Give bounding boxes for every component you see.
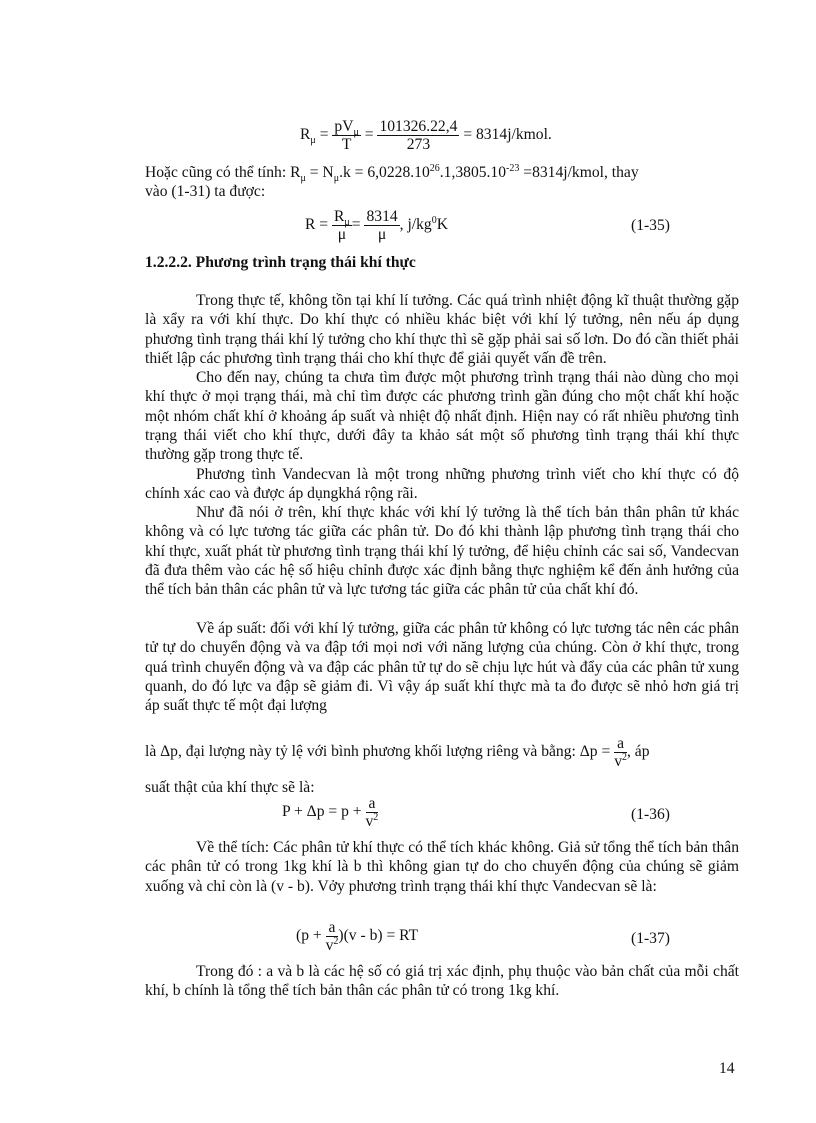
- paragraph-2: Cho đến nay, chúng ta chưa tìm được một phương trình trạng thái nào dùng cho mọi khí thực ở mọi trạng thái, mà chỉ tìm được các phương trình gần đúng cho một chất khí hoặc một nhóm chất khí ở khoảng áp suất và nhiệt độ nhất định. Hiện nay có rất nhiều phương tình trạng thái viết cho khí thực, dưới đây ta khảo sát một số phương tình trạng thái khí thực thường gặp trong thực tế.: [145, 369, 739, 464]
- section-heading: 1.2.2.2. Phương trình trạng thái khí thực: [145, 254, 416, 271]
- paragraph-3: Phương tình Vandecvan là một trong những phương trình viết cho khí thực có độ chính xác cao và được áp dụngkhá rộng rãi.: [145, 466, 739, 503]
- equation-r-mu: $R_\mu$ = $pV_\mu$ T = $\frac{101326.22,4}{273}$ = 8314j/kmol.: [300, 118, 552, 153]
- fraction-numeric: $\frac{101326.22,4}{273}$: [379, 118, 458, 153]
- equation-number-1-37: (1-37): [631, 930, 670, 947]
- paragraph-6: Về thể tích: Các phân tử khí thực có thể tích khác không. Giả sử tổng thể tích bản thân các phân tử có trong 1kg khí là b thì không gian tự do cho chuyển động của chúng sẽ giảm xuống và chỉ còn là (v - b). Vởy phương trình trạng thái khí thực Vandecvan sẽ là:: [145, 839, 739, 895]
- fraction-pv-over-t: $pV_\mu$ T: [334, 118, 359, 153]
- fraction-a-over-v2-eq136: $\frac{a}{v^2}$: [365, 795, 379, 830]
- paragraph-7: Trong đó : a và b là các hệ số có giá trị xác định, phụ thuộc vào bản chất của mỗi chất khí, b chính là tổng thể tích bản thân các phân tử có trong 1kg khí.: [145, 963, 739, 1000]
- alt-calc-line-1: Hoặc cũng có thể tính: $R_\mu = N_\mu.k = 6,0228.10^{26}.1,3805.10^{-23}$ =8314j/kmol, thay: [145, 162, 639, 185]
- equation-1-36: P + Δp = p + $\frac{a}{v^2}$: [282, 795, 379, 830]
- paragraph-4: Như đã nói ở trên, khí thực khác với khí lý tưởng là thể tích bản thân phân tử khác không và có lực tương tác giữa các phân tử. Do đó khi thành lập phương tình trạng thái cho khí thực, xuất phát từ phương tình trạng thái khí lý tưởng, để hiệu chỉnh các sai số, Vandecvan đã đưa thêm vào các hệ số hiệu chỉnh được xác định bằng thực nghiệm kể đến ảnh hưởng của thể tích bản thân các phân tử và lực tương tác giữa các phân tử của chất khí đó.: [145, 504, 739, 599]
- fraction-8314-over-mu: $\frac{8314}{\mu}$: [366, 208, 398, 243]
- page-number: 14: [719, 1060, 735, 1077]
- paragraph-5: Về áp suất: đối với khí lý tưởng, giữa các phân tử không có lực tương tác nên các phân tử tự do chuyển động và va đập tới mọi nơi với năng lượng của chúng. Còn ở khí thực, trong quá trình chuyển động và va đập các phân tử tự do sẽ chịu lực hút và đẩy của các phân tử xung quanh, do đó lực va đập sẽ giảm đi. Vì vậy áp suất khí thực mà ta đo được sẽ nhỏ hơn giá trị áp suất thực tế một đại lượng: [145, 620, 739, 715]
- equation-number-1-35: (1-35): [631, 217, 670, 234]
- fraction-r-mu-over-mu: $\frac{R_\mu}{\mu}$: [334, 208, 350, 243]
- equation-1-35: R = $\frac{R_\mu}{\mu}$ = $\frac{8314}{\mu}$ , $j/kg^0K$: [305, 208, 448, 243]
- paragraph-5-last-line: suất thật của khí thực sẽ là:: [145, 779, 315, 796]
- fraction-a-over-v2: $\frac{a}{v^2}$: [614, 735, 627, 770]
- paragraph-5-formula-line: là Δp, đại lượng này tỷ lệ với bình phương khối lượng riêng và bằng: Δp = $\frac{a}{v^2}$ , áp: [145, 735, 650, 770]
- paragraph-1: Trong thực tế, không tồn tại khí lí tưởng. Các quá trình nhiệt động kĩ thuật thường gặp là xẩy ra với khí thực. Do khí thực có nhiều khác biệt với khí lý tưởng, nên nếu áp dụng phương tình trạng thái khí lý tưởng cho khí thực thì sẽ gặp phải sai số lơn. Do đó cần thiết phải thiết lập các phương tình trạng thái cho khí thực để giải quyết vấn đề trên.: [145, 292, 739, 368]
- equation-number-1-36: (1-36): [631, 806, 670, 823]
- fraction-a-over-v2-eq137: $\frac{a}{v^2}$: [325, 919, 339, 954]
- alt-calc-line-2: vào (1-31) ta được:: [145, 183, 266, 200]
- equation-1-37: (p + $\frac{a}{v^2}$ )(v - b) = RT: [296, 919, 419, 954]
